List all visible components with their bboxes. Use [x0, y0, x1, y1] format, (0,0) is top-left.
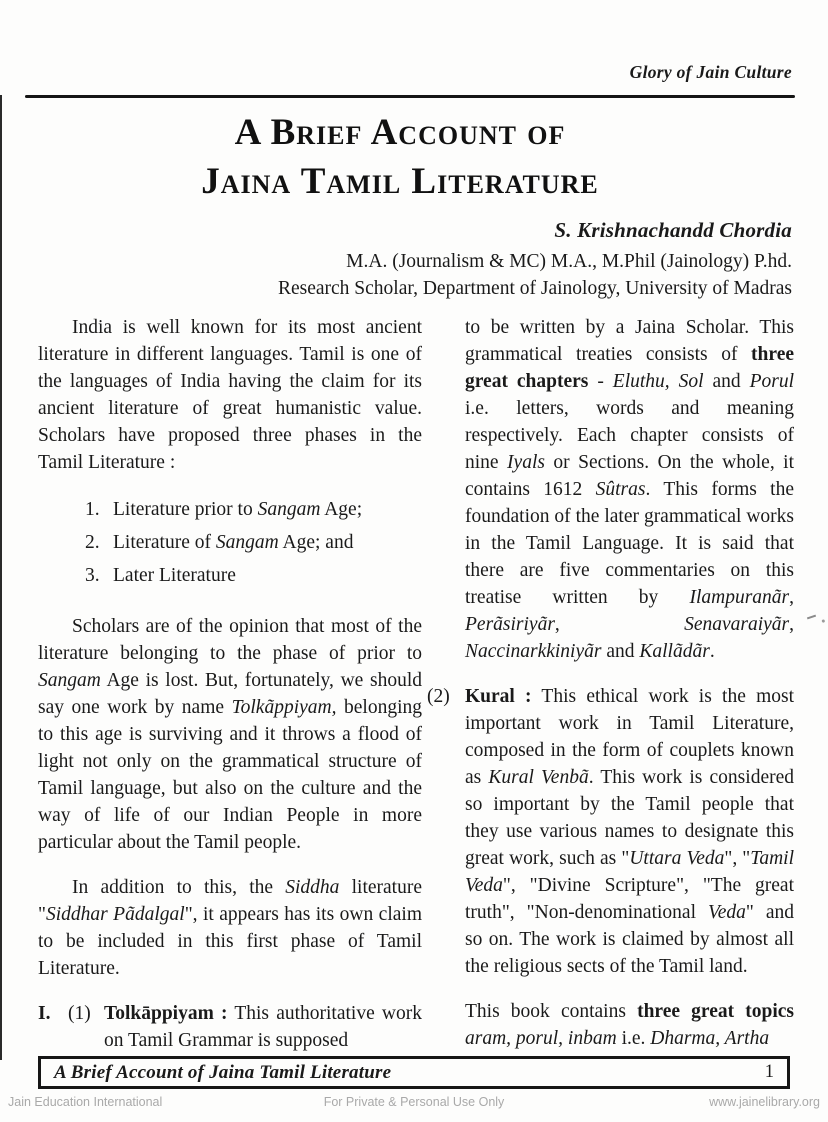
credit-left: Jain Education International — [8, 1095, 163, 1109]
left-column — [38, 314, 422, 1070]
credit-right: www.jainelibrary.org — [709, 1095, 820, 1109]
roman-numeral: I. — [38, 1003, 51, 1024]
list-number: 1. — [85, 499, 100, 520]
footer-title: A Brief Account of Jaina Tamil Literature — [54, 1061, 392, 1083]
phases-list — [85, 494, 422, 591]
list-text: Literature of Sangam Age; and — [113, 532, 354, 553]
item-number: (1) — [68, 1003, 91, 1024]
scan-edge-artifact — [0, 95, 2, 1060]
title-line-1: A Brief Account of — [234, 112, 566, 153]
list-number: 2. — [85, 532, 100, 553]
scan-mark-artifact — [807, 615, 816, 620]
author-block — [278, 218, 792, 302]
page-number: 1 — [764, 1062, 774, 1082]
paragraph-closing: This book contains three great topics aram, porul, inbam i.e. Dharma, Artha — [465, 1001, 795, 1049]
paragraph-continuation: to be written by a Jaina Scholar. This grammatical treaties consists of three great chapters - Eluthu, Sol and Porul i.e. letters, words and meaning respectively. Each chapter consists of nine Iyals or Sections. On the whole, it contains 1612 Sûtras. This forms the foundation of the later grammatical works in the Tamil Language. It is said that there are five commentaries on this treatise written by Ilampuranãr, Perãsiriyãr, Senavaraiyãr, Naccinarkkiniyãr and Kallãdãr. — [465, 317, 794, 662]
item-number: (2) — [427, 686, 450, 707]
paragraph-intro: India is well known for its most ancient literature in different languages. Tamil is one of the languages of India having the claim for its ancient literature of great humanistic value. Scholars have proposed three phases in the Tamil Literature : — [38, 317, 422, 473]
article-title — [0, 108, 800, 206]
footer-box — [38, 1056, 790, 1089]
list-text: Later Literature — [113, 565, 236, 586]
header-rule — [25, 95, 795, 98]
numbered-item-kural — [427, 683, 794, 980]
list-number: 3. — [85, 565, 100, 586]
right-column — [427, 314, 794, 1070]
item-text: Kural : This ethical work is the most important work in Tamil Literature, composed in the form of couplets known as Kural Venbã. This work is considered so important by the Tamil people that they use various names to designate this great work, such as "Uttara Veda", "Tamil Veda", "Divine Scripture", "The great truth", "Non-denominational Veda" and so on. The work is claimed by almost all the religious sects of the Tamil land. — [465, 686, 795, 977]
credit-center: For Private & Personal Use Only — [323, 1095, 505, 1109]
item-text: Tolkāppiyam : This authoritative work on Tamil Grammar is supposed — [104, 1003, 422, 1051]
list-item — [85, 527, 422, 558]
body-columns — [38, 314, 794, 1070]
credits-bar — [0, 1095, 828, 1111]
author-name: S. Krishnachandd Chordia — [554, 218, 792, 242]
running-header: Glory of Jain Culture — [629, 62, 792, 82]
title-line-2: Jaina Tamil Literature — [201, 161, 599, 202]
author-affiliation: Research Scholar, Department of Jainology, University of Madras — [277, 278, 792, 299]
list-item — [85, 494, 422, 525]
author-credentials: M.A. (Journalism & MC) M.A., M.Phil (Jainology) P.hd. — [346, 251, 792, 272]
numbered-item-tolkappiyam — [38, 1000, 422, 1054]
paragraph-siddha: In addition to this, the Siddha literature "Siddhar Pãdalgal", it appears has its own claim to be included in this first phase of Tamil Literature. — [38, 877, 422, 979]
list-text: Literature prior to Sangam Age; — [113, 499, 363, 520]
list-item — [85, 560, 422, 591]
paragraph-scholars: Scholars are of the opinion that most of the literature belonging to the phase of prior to Sangam Age is lost. But, fortunately, we should say one work by name Tolkãppiyam, belonging to this age is surviving and it throws a flood of light not only on the grammatical structure of Tamil language, but also on the culture and the way of life of our Indian People in more particular about the Tamil people. — [38, 616, 422, 853]
